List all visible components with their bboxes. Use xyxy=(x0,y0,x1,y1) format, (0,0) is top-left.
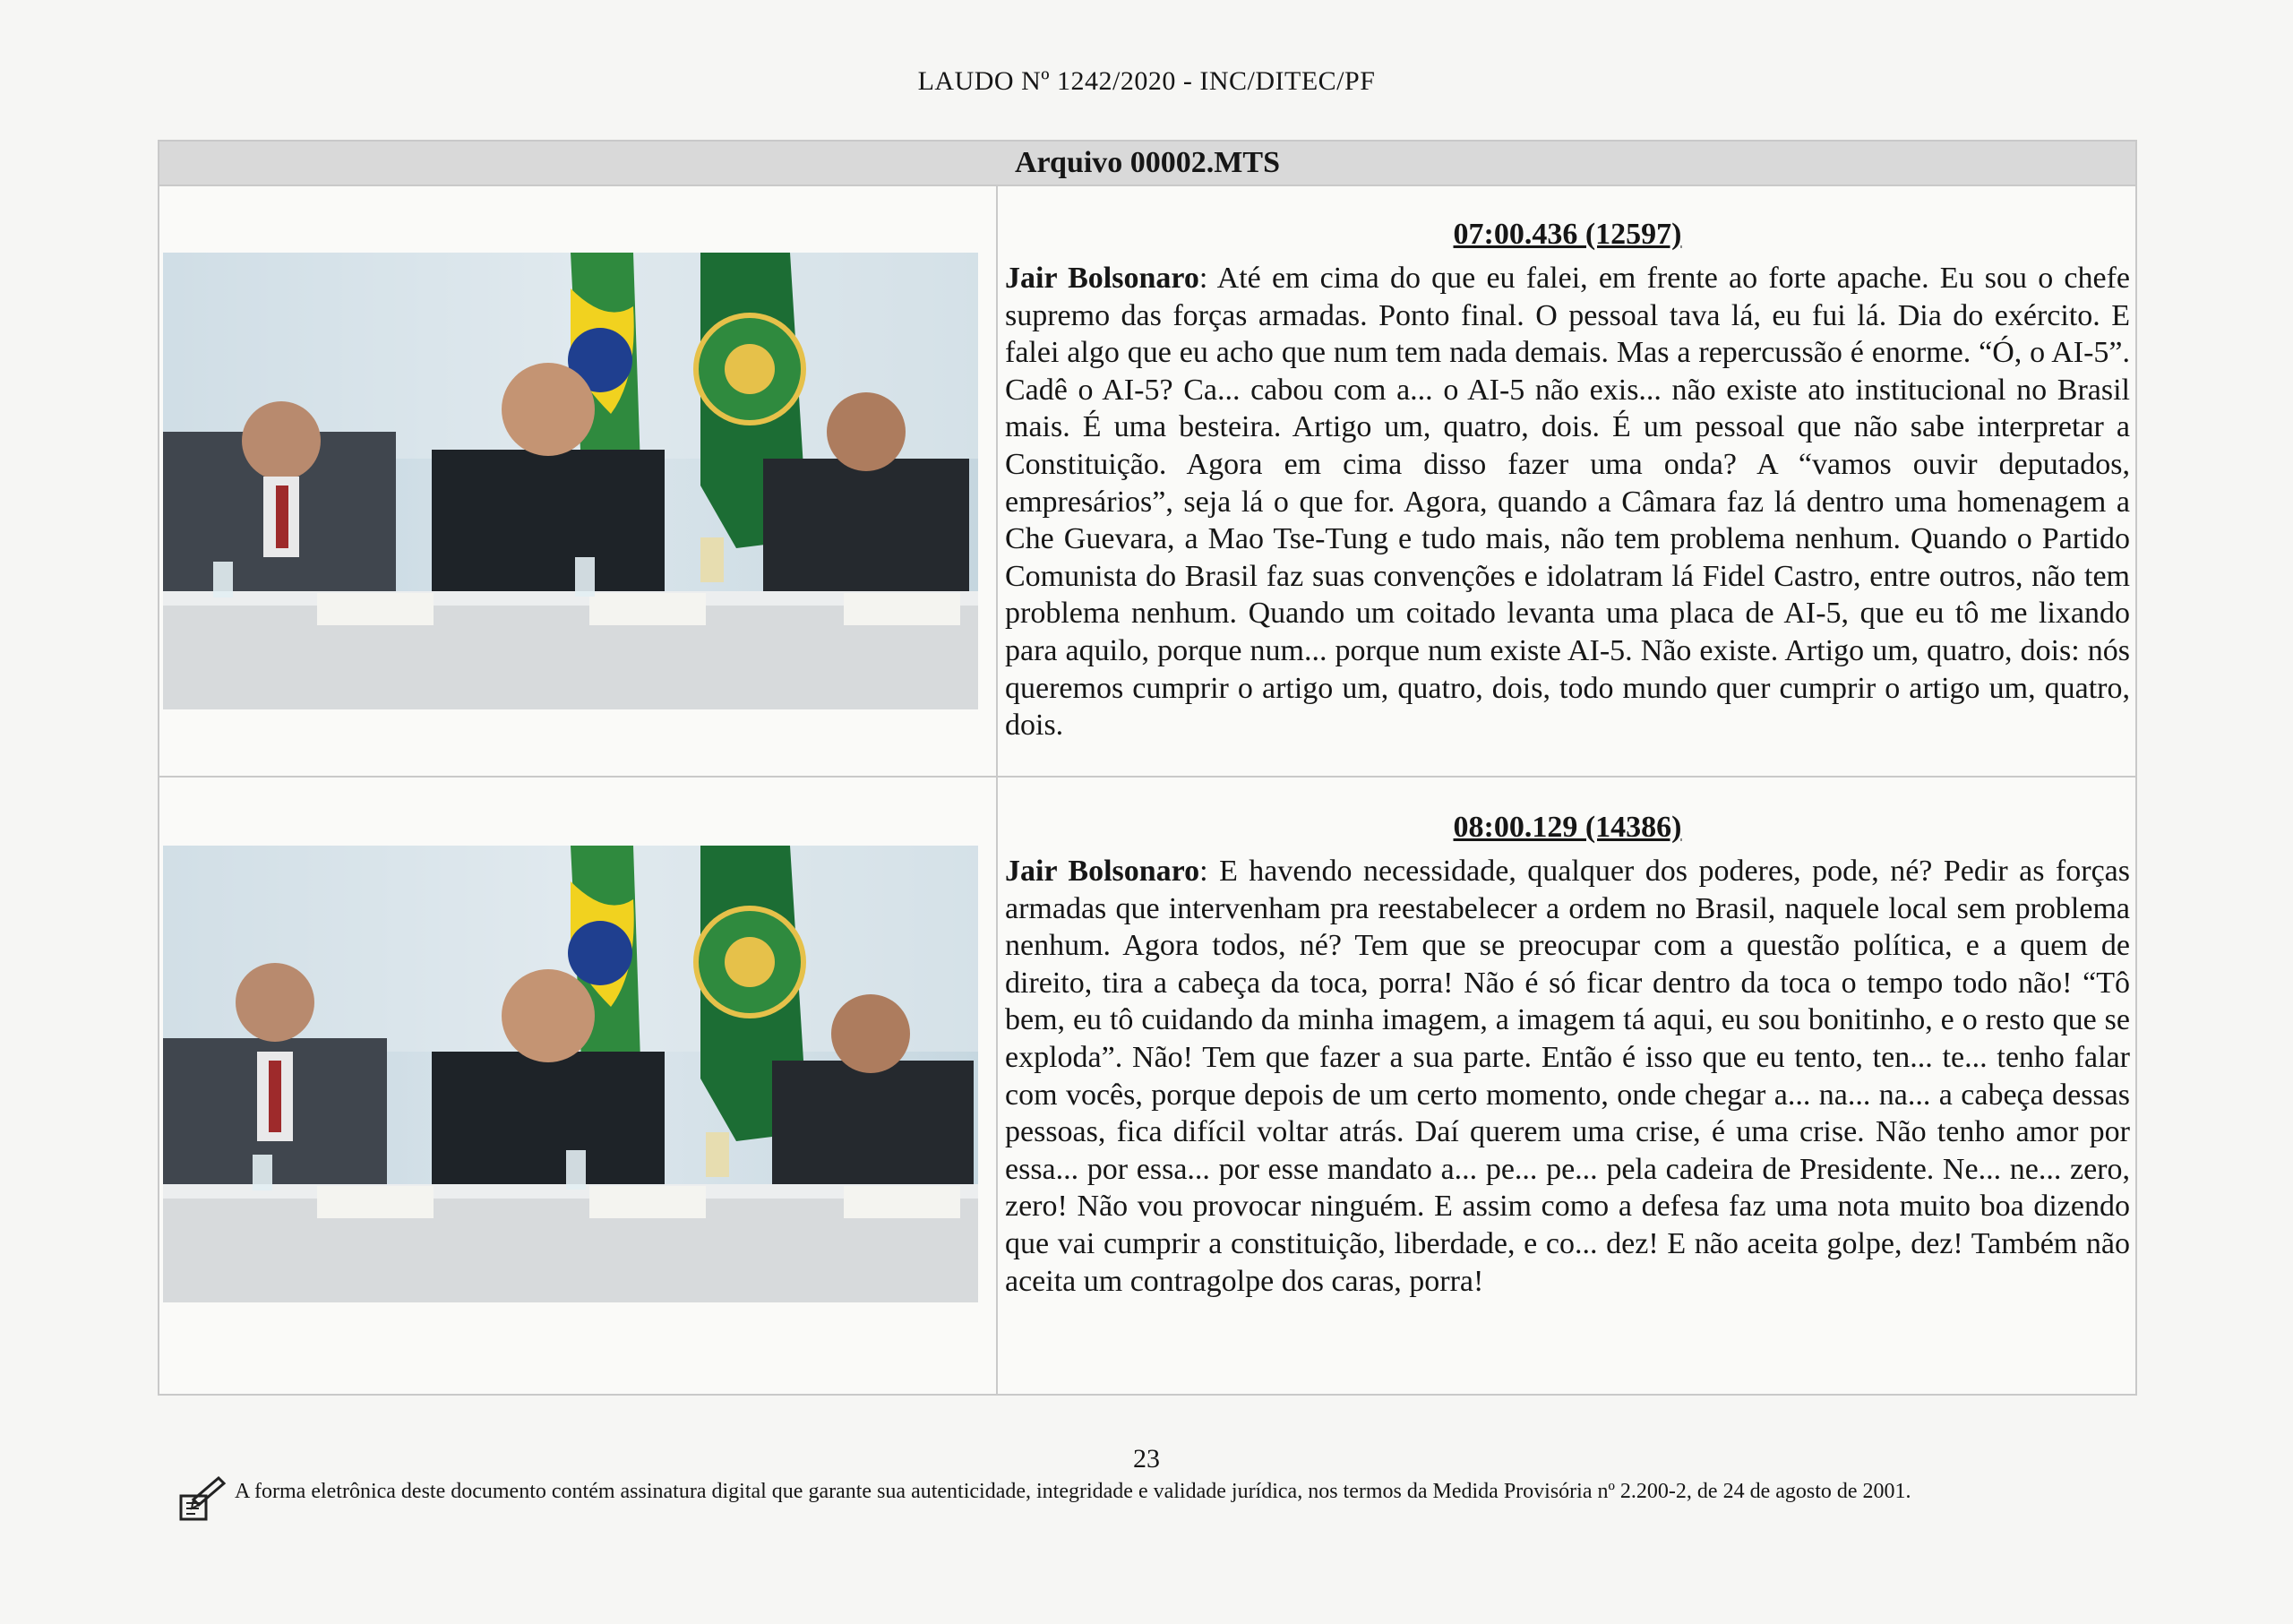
transcript-row xyxy=(159,779,2135,1394)
transcript-row xyxy=(159,186,2135,778)
speech-text: : E havendo necessidade, qualquer dos poderes, pode, né? Pedir as forças armadas que intervenham pra reestabelecer a ordem no Brasil, naquele local sem problema nenhum. Agora todos, né? Tem que se preocupar com a questão política, e a quem de direito, tira a cabeça da toca, porra! Não é só ficar dentro da toca o tempo todo não! “Tô bem, eu tô cuidando da minha imagem, a imagem tá aqui, eu sou bonitinho, e o resto que se exploda”. Não! Tem que fazer a sua parte. Então é isso que eu tento, ten... te... tenho falar com vocês, porque depois de um certo momento, onde chegar a... na... na... a cabeça dessas pessoas, fica difícil voltar atrás. Daí querem uma crise, é uma crise. Não tenho amor por essa... por essa... por esse mandato a... pe... pe... pela cadeira de Presidente. Ne... ne... zero, zero! Não vou provocar ninguém. E assim como a defesa faz uma nota muito boa dizendo que vai cumprir a constituição, liberdade, e co... dez! E não aceita golpe, dez! Também não aceita um contragolpe dos caras, porra! xyxy=(1005,855,2130,1298)
page-number: 23 xyxy=(1133,1444,1160,1474)
transcript-text-cell xyxy=(998,186,2135,744)
video-frame-image xyxy=(163,846,978,1302)
speaker-name: Jair Bolsonaro xyxy=(1005,855,1200,888)
digital-signature-icon xyxy=(176,1473,229,1526)
timestamp: 08:00.129 (14386) xyxy=(1453,811,1682,844)
transcript-text-cell xyxy=(998,779,2135,1300)
signature-note: A forma eletrônica deste documento contém assinatura digital que garante sua autenticidade, integridade e validade jurídica, nos termos da Medida Provisória nº 2.200-2, de 24 de agosto de 2001. xyxy=(235,1480,1911,1503)
speech-paragraph xyxy=(1005,853,2130,1300)
video-frame-image xyxy=(163,253,978,709)
speech-paragraph xyxy=(1005,260,2130,744)
timestamp: 07:00.436 (12597) xyxy=(1453,218,1682,251)
page-header: LAUDO Nº 1242/2020 - INC/DITEC/PF xyxy=(917,66,1376,96)
speaker-name: Jair Bolsonaro xyxy=(1005,262,1199,295)
table-title: Arquivo 00002.MTS xyxy=(159,142,2135,186)
speech-text: : Até em cima do que eu falei, em frente ao forte apache. Eu sou o chefe supremo das forças armadas. Ponto final. O pessoal tava lá, eu fui lá. Dia do exército. E falei algo que eu acho que num tem nada demais. Mas a repercussão é enorme. “Ó, o AI-5”. Cadê o AI-5? Ca... cabou com a... o AI-5 não exis... não existe ato institucional no Brasil mais. É uma besteira. Artigo um, quatro, dois. É um pessoal que não sabe interpretar a Constituição. Agora em cima disso fazer uma onda? A “vamos ouvir deputados, empresários”, seja lá o que for. Agora, quando a Câmara faz lá dentro uma homenagem a Che Guevara, a Mao Tse-Tung e tudo mais, não tem problema nenhum. Quando o Partido Comunista do Brasil faz suas convenções e idolatram lá Fidel Castro, entre outros, não tem problema nenhum. Quando um coitado levanta uma placa de AI-5, que eu tô me lixando para aquilo, porque num... porque num existe AI-5. Não existe. Artigo um, quatro, dois: nós queremos cumprir o artigo um, quatro, dois, todo mundo quer cumprir o artigo um, quatro, dois. xyxy=(1005,262,2131,743)
transcript-table xyxy=(158,140,2137,1396)
